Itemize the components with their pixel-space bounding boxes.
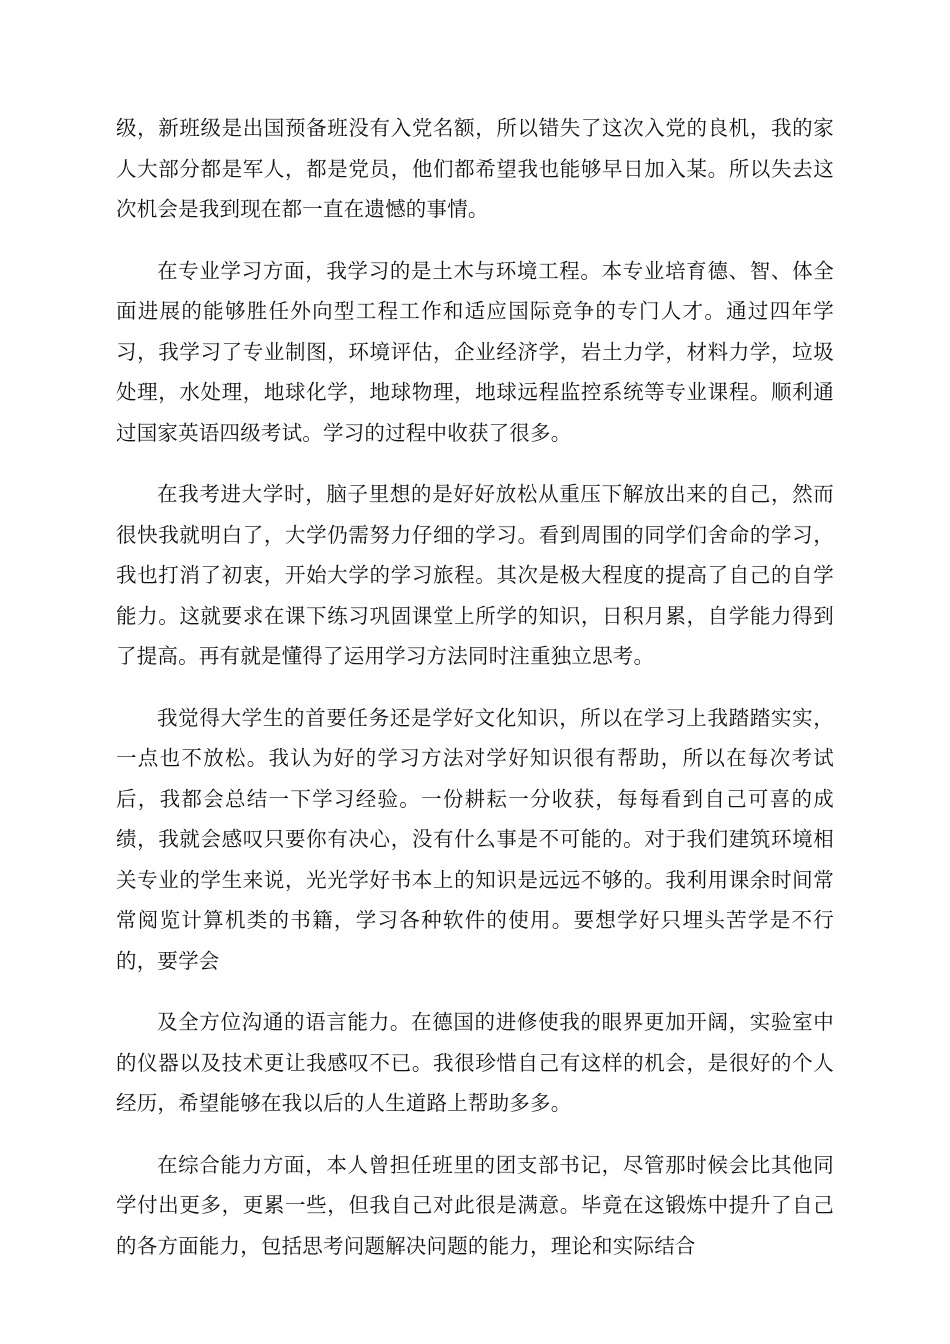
paragraph-4: 我觉得大学生的首要任务还是学好文化知识，所以在学习上我踏踏实实，一点也不放松。我认为好的学习方法对学好知识很有帮助，所以在每次考试后，我都会总结一下学习经验。一份耕耘一分收获，每每看到自己可喜的成绩，我就会感叹只要你有决心，没有什么事是不可能的。对于我们建筑环境相关专业的学生来说，光光学好书本上的知识是远远不够的。我利用课余时间常常阅览计算机类的书籍，学习各种软件的使用。要想学好只埋头苦学是不行的，要学会 [116, 705, 834, 973]
paragraph-3: 在我考进大学时，脑子里想的是好好放松从重压下解放出来的自己，然而很快我就明白了，大学仍需努力仔细的学习。看到周围的同学们舍命的学习，我也打消了初衷，开始大学的学习旅程。其次是极大程度的提高了自己的自学能力。这就要求在课下练习巩固课堂上所学的知识，日积月累，自学能力得到了提高。再有就是懂得了运用学习方法同时注重独立思考。 [116, 482, 834, 668]
paragraph-5: 及全方位沟通的语言能力。在德国的进修使我的眼界更加开阔，实验室中的仪器以及技术更让我感叹不已。我很珍惜自己有这样的机会，是很好的个人经历，希望能够在我以后的人生道路上帮助多多。 [116, 1010, 834, 1115]
paragraph-1: 级，新班级是出国预备班没有入党名额，所以错失了这次入党的良机，我的家人大部分都是军人，都是党员，他们都希望我也能够早日加入某。所以失去这次机会是我到现在都一直在遗憾的事情。 [116, 116, 834, 221]
document-body [116, 108, 834, 1287]
paragraph-6: 在综合能力方面，本人曾担任班里的团支部书记，尽管那时候会比其他同学付出更多，更累一些，但我自己对此很是满意。毕竟在这锻炼中提升了自己的各方面能力，包括思考问题解决问题的能力，理论和实际结合 [116, 1152, 834, 1258]
paragraph-2: 在专业学习方面，我学习的是土木与环境工程。本专业培育德、智、体全面进展的能够胜任外向型工程工作和适应国际竞争的专门人才。通过四年学习，我学习了专业制图，环境评估，企业经济学，岩土力学，材料力学，垃圾处理，水处理，地球化学，地球物理，地球远程监控系统等专业课程。顺利通过国家英语四级考试。学习的过程中收获了很多。 [116, 258, 834, 445]
